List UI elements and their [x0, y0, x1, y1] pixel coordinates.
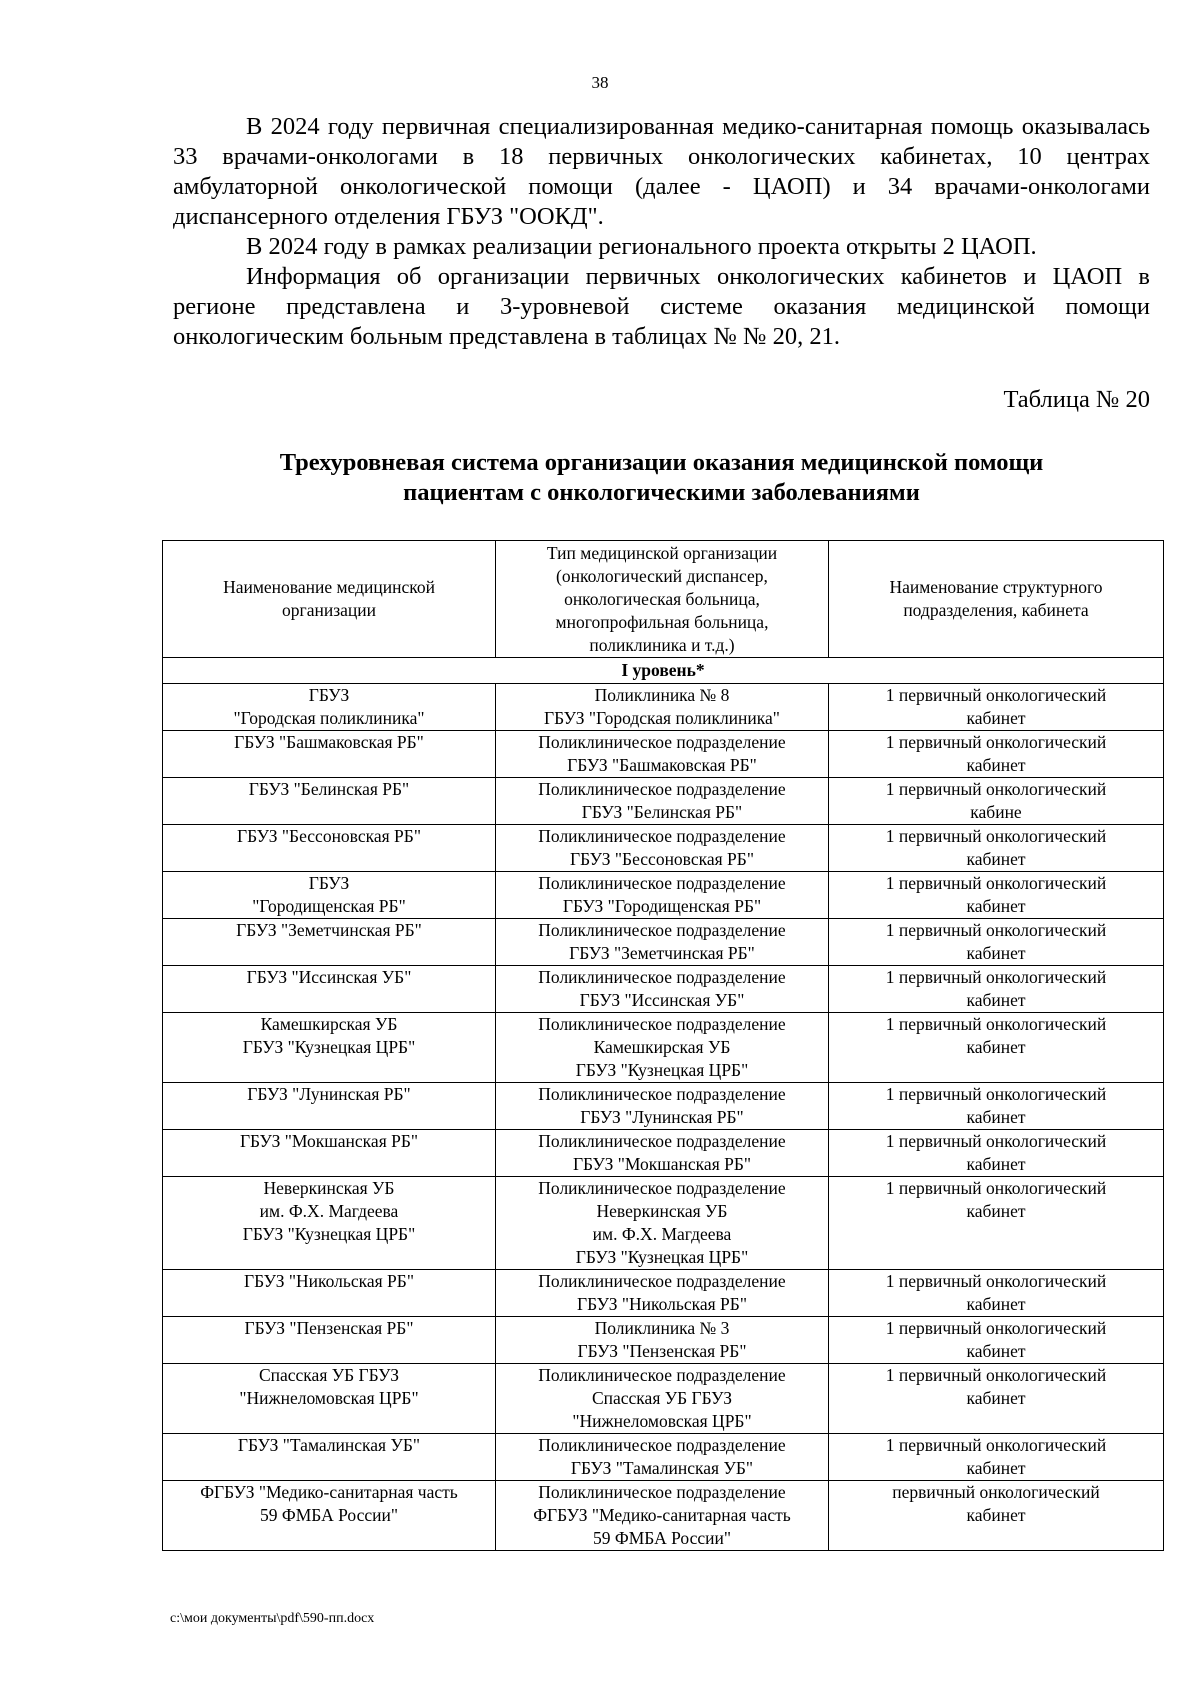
cell-line: кабинет [966, 1458, 1026, 1478]
paragraph-2: В 2024 году в рамках реализации регионального проекта открыты 2 ЦАОП. [246, 233, 1037, 260]
cell-org-type [496, 731, 829, 778]
cell-line: кабинет [966, 849, 1026, 869]
cell-line: 1 первичный онкологический [885, 1271, 1107, 1291]
cell-line: ФГБУЗ "Медико-санитарная часть [533, 1505, 791, 1525]
cell-line: 1 первичный онкологический [885, 685, 1107, 705]
table-row [163, 1364, 1164, 1434]
header-line: Наименование медицинской [223, 577, 435, 597]
table-row [163, 684, 1164, 731]
cell-line: 1 первичный онкологический [885, 779, 1107, 799]
cell-line: ГБУЗ "Городская поликлиника" [544, 708, 780, 728]
cell-line: Поликлиническое подразделение [538, 967, 786, 987]
cell-org-name [163, 1130, 496, 1177]
cell-line: "Нижнеломовская ЦРБ" [572, 1411, 752, 1431]
cell-org-name [163, 1177, 496, 1270]
cell-line: кабине [970, 802, 1022, 822]
cell-org-name [163, 1434, 496, 1481]
table-row [163, 1083, 1164, 1130]
cell-org-name [163, 1364, 496, 1434]
cell-unit-name [829, 919, 1164, 966]
cell-line: Поликлиническое подразделение [538, 1482, 786, 1502]
cell-line: кабинет [966, 1107, 1026, 1127]
paragraph-1: В 2024 году первичная специализированная медико-санитарная помощь оказывалась 33 врачами-онкологами в 18 первичных онкологических кабинетах, 10 центрах амбулаторной онкологической помощи (далее - ЦАОП) и 34 врачами-онкологами диспансерного отделения ГБУЗ "ООКД". [173, 113, 1150, 230]
table-title [173, 448, 1150, 508]
header-unit-name [829, 541, 1164, 658]
cell-org-name [163, 731, 496, 778]
cell-org-type [496, 778, 829, 825]
cell-line: Поликлиническое подразделение [538, 1435, 786, 1455]
cell-line: 1 первичный онкологический [885, 732, 1107, 752]
table-row [163, 966, 1164, 1013]
cell-line: 1 первичный онкологический [885, 967, 1107, 987]
cell-line: ГБУЗ "Бессоновская РБ" [237, 826, 421, 846]
cell-org-name [163, 966, 496, 1013]
table-title-line-1: Трехуровневая система организации оказания медицинской помощи [279, 449, 1044, 476]
cell-line: 1 первичный онкологический [885, 1014, 1107, 1034]
paragraph-3: Информация об организации первичных онкологических кабинетов и ЦАОП в регионе представлена и 3-уровневой системе оказания медицинской помощи онкологическим больным представлена в таблицах № № 20, 21. [173, 263, 1150, 350]
cell-unit-name [829, 872, 1164, 919]
header-line: (онкологический диспансер, [556, 565, 768, 586]
cell-unit-name [829, 1434, 1164, 1481]
cell-line: 1 первичный онкологический [885, 873, 1107, 893]
table-row [163, 778, 1164, 825]
cell-line: Поликлиническое подразделение [538, 1271, 786, 1291]
cell-line: кабинет [966, 1154, 1026, 1174]
cell-line: кабинет [966, 755, 1026, 775]
cell-unit-name [829, 825, 1164, 872]
cell-line: кабинет [966, 1388, 1026, 1408]
cell-line: Поликлиника № 8 [594, 685, 730, 705]
header-line: Наименование структурного [889, 577, 1103, 597]
header-org-type [496, 541, 829, 658]
cell-org-type [496, 825, 829, 872]
cell-org-name [163, 1270, 496, 1317]
cell-line: Поликлиническое подразделение [538, 1014, 786, 1034]
cell-org-type [496, 872, 829, 919]
page-number: 38 [591, 73, 609, 92]
cell-line: 1 первичный онкологический [885, 826, 1107, 846]
cell-org-type [496, 1364, 829, 1434]
table-row [163, 1270, 1164, 1317]
cell-line: кабинет [966, 708, 1026, 728]
header-line: поликлиника и т.д.) [589, 634, 735, 655]
cell-line: ГБУЗ "Мокшанская РБ" [572, 1154, 752, 1174]
table-row [163, 872, 1164, 919]
cell-unit-name [829, 1177, 1164, 1270]
cell-line: ГБУЗ "Бессоновская РБ" [570, 849, 754, 869]
cell-line: ГБУЗ "Лунинская РБ" [247, 1084, 411, 1104]
cell-line: ГБУЗ "Пензенская РБ" [244, 1318, 414, 1338]
cell-org-name [163, 778, 496, 825]
header-line: подразделения, кабинета [903, 600, 1089, 620]
cell-line: кабинет [966, 1201, 1026, 1221]
cell-unit-name [829, 778, 1164, 825]
cell-line: ГБУЗ "Мокшанская РБ" [239, 1131, 419, 1151]
cell-line: Поликлиническое подразделение [538, 826, 786, 846]
cell-org-type [496, 1083, 829, 1130]
level-row [163, 658, 1164, 684]
cell-line: ГБУЗ "Башмаковская РБ" [567, 755, 757, 775]
cell-line: кабинет [966, 990, 1026, 1010]
cell-line: 1 первичный онкологический [885, 1365, 1107, 1385]
cell-line: ГБУЗ "Кузнецкая ЦРБ" [575, 1247, 749, 1267]
cell-line: ГБУЗ "Иссинская УБ" [579, 990, 745, 1010]
organization-table [162, 540, 1164, 1551]
cell-line: кабинет [966, 943, 1026, 963]
table-row [163, 1434, 1164, 1481]
cell-line: ГБУЗ "Лунинская РБ" [580, 1107, 744, 1127]
cell-org-name [163, 684, 496, 731]
cell-line: Камешкирская УБ [593, 1037, 731, 1057]
cell-line: Поликлиническое подразделение [538, 873, 786, 893]
cell-line: ГБУЗ "Никольская РБ" [577, 1294, 747, 1314]
cell-org-name [163, 1083, 496, 1130]
cell-org-type [496, 1481, 829, 1551]
cell-unit-name [829, 1317, 1164, 1364]
cell-line: Поликлиническое подразделение [538, 1365, 786, 1385]
cell-org-type [496, 684, 829, 731]
cell-org-type [496, 1270, 829, 1317]
cell-unit-name [829, 1130, 1164, 1177]
cell-org-name [163, 825, 496, 872]
table-row [163, 1177, 1164, 1270]
cell-line: кабинет [966, 1294, 1026, 1314]
cell-line: первичный онкологический [892, 1482, 1100, 1502]
cell-line: кабинет [966, 1505, 1026, 1525]
cell-line: Поликлиническое подразделение [538, 732, 786, 752]
cell-line: Камешкирская УБ [260, 1014, 398, 1034]
cell-line: ГБУЗ "Кузнецкая ЦРБ" [575, 1060, 749, 1080]
cell-line: им. Ф.Х. Магдеева [259, 1201, 399, 1221]
cell-line: Спасская УБ ГБУЗ [591, 1388, 733, 1408]
table-title-line-2: пациентам с онкологическими заболеваниями [403, 479, 920, 506]
cell-line: ГБУЗ "Кузнецкая ЦРБ" [242, 1224, 416, 1244]
cell-line: ГБУЗ "Тамалинская УБ" [570, 1458, 754, 1478]
cell-line: 1 первичный онкологический [885, 1131, 1107, 1151]
cell-line: ГБУЗ "Тамалинская УБ" [237, 1435, 421, 1455]
body-text [173, 112, 1150, 352]
footer-file-path: c:\мои документы\pdf\590-пп.docx [170, 1611, 375, 1626]
cell-line: кабинет [966, 1037, 1026, 1057]
cell-org-type [496, 1177, 829, 1270]
header-line: многопрофильная больница, [555, 611, 769, 632]
cell-org-name [163, 1013, 496, 1083]
cell-unit-name [829, 731, 1164, 778]
cell-org-type [496, 1434, 829, 1481]
cell-unit-name [829, 1270, 1164, 1317]
cell-line: Поликлиническое подразделение [538, 1131, 786, 1151]
table-body [163, 658, 1164, 1551]
level-label: I уровень* [163, 658, 1164, 684]
cell-unit-name [829, 684, 1164, 731]
cell-org-type [496, 1317, 829, 1364]
table-row [163, 1481, 1164, 1551]
cell-line: 59 ФМБА России" [593, 1528, 731, 1548]
cell-line: ГБУЗ [308, 873, 350, 893]
table-header-row [163, 541, 1164, 658]
header-org-name [163, 541, 496, 658]
cell-org-name [163, 1481, 496, 1551]
cell-org-name [163, 1317, 496, 1364]
cell-line: ГБУЗ "Городищенская РБ" [562, 896, 762, 916]
cell-line: ГБУЗ "Никольская РБ" [244, 1271, 414, 1291]
cell-line: 1 первичный онкологический [885, 1435, 1107, 1455]
cell-line: Спасская УБ ГБУЗ [258, 1365, 400, 1385]
cell-line: ФГБУЗ "Медико-санитарная часть [200, 1482, 458, 1502]
cell-org-name [163, 919, 496, 966]
table-row [163, 919, 1164, 966]
cell-line: ГБУЗ "Земетчинская РБ" [569, 943, 755, 963]
cell-line: кабинет [966, 1341, 1026, 1361]
cell-org-type [496, 966, 829, 1013]
cell-line: ГБУЗ "Белинская РБ" [248, 779, 410, 799]
cell-line: Поликлиническое подразделение [538, 920, 786, 940]
cell-line: Поликлиника № 3 [594, 1318, 730, 1338]
table-row [163, 825, 1164, 872]
table-caption: Таблица № 20 [1003, 386, 1150, 413]
cell-line: "Городищенская РБ" [252, 896, 406, 916]
cell-line: "Нижнеломовская ЦРБ" [239, 1388, 419, 1408]
cell-line: Неверкинская УБ [263, 1178, 395, 1198]
cell-line: ГБУЗ "Земетчинская РБ" [236, 920, 422, 940]
table-row [163, 731, 1164, 778]
cell-org-type [496, 1130, 829, 1177]
cell-unit-name [829, 1083, 1164, 1130]
header-line: онкологическая больница, [564, 588, 760, 609]
cell-org-type [496, 919, 829, 966]
table-row [163, 1013, 1164, 1083]
cell-line: 1 первичный онкологический [885, 920, 1107, 940]
cell-unit-name [829, 966, 1164, 1013]
cell-line: Поликлиническое подразделение [538, 1084, 786, 1104]
cell-line: 1 первичный онкологический [885, 1318, 1107, 1338]
cell-org-type [496, 1013, 829, 1083]
cell-line: 1 первичный онкологический [885, 1084, 1107, 1104]
cell-org-name [163, 872, 496, 919]
cell-line: им. Ф.Х. Магдеева [592, 1224, 732, 1244]
table-row [163, 1130, 1164, 1177]
table-row [163, 1317, 1164, 1364]
cell-line: "Городская поликлиника" [233, 708, 425, 728]
header-line: организации [282, 600, 376, 620]
header-line: Тип медицинской организации [546, 542, 778, 563]
cell-line: ГБУЗ "Пензенская РБ" [577, 1341, 747, 1361]
cell-unit-name [829, 1013, 1164, 1083]
cell-line: 59 ФМБА России" [260, 1505, 398, 1525]
cell-line: ГБУЗ [308, 685, 350, 705]
cell-line: Неверкинская УБ [596, 1201, 728, 1221]
cell-line: Поликлиническое подразделение [538, 1178, 786, 1198]
cell-line: ГБУЗ "Кузнецкая ЦРБ" [242, 1037, 416, 1057]
cell-unit-name [829, 1481, 1164, 1551]
cell-unit-name [829, 1364, 1164, 1434]
cell-line: ГБУЗ "Иссинская УБ" [246, 967, 412, 987]
cell-line: 1 первичный онкологический [885, 1178, 1107, 1198]
cell-line: ГБУЗ "Башмаковская РБ" [234, 732, 424, 752]
cell-line: Поликлиническое подразделение [538, 779, 786, 799]
cell-line: ГБУЗ "Белинская РБ" [581, 802, 743, 822]
cell-line: кабинет [966, 896, 1026, 916]
